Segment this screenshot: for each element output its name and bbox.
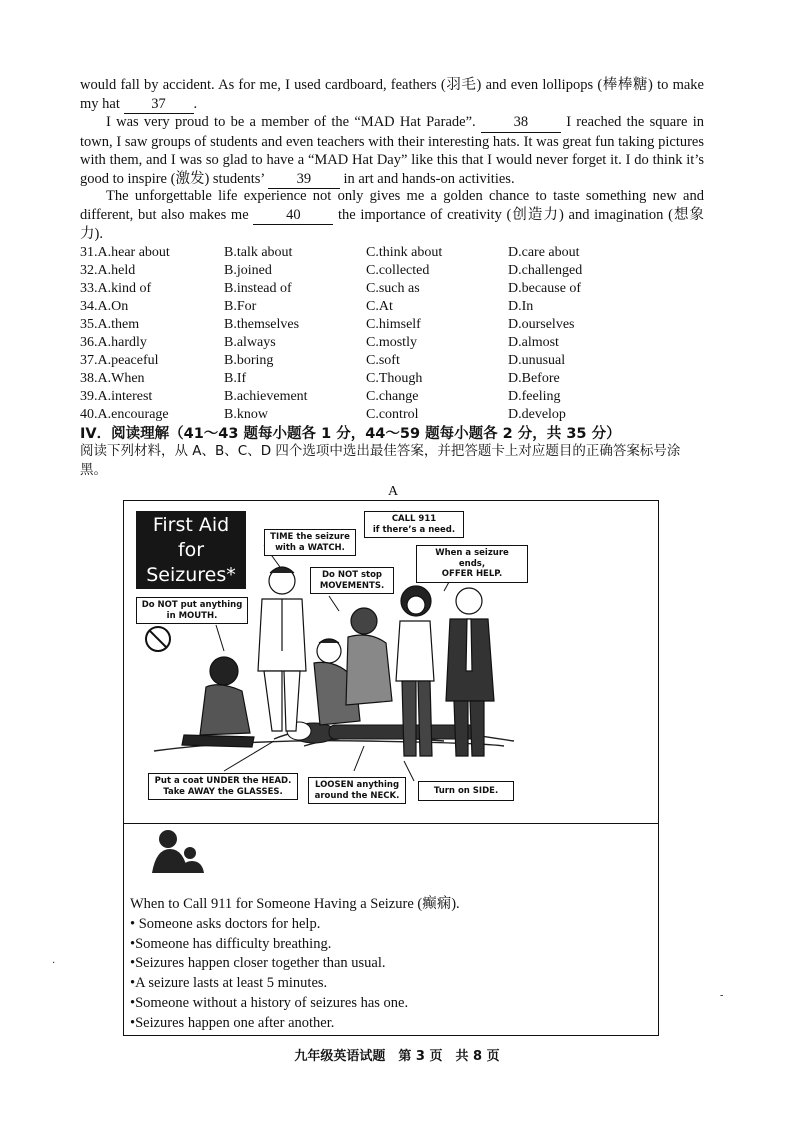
section-title: IV．阅读理解（41～43 题每小题各 1 分，44～59 题每小题各 2 分，共 35 分） [80,426,621,442]
scan-speck: - [720,990,724,1001]
option-d: D.care about [508,245,580,260]
option-d: D.because of [508,281,582,296]
option-c: C.think about [366,245,443,260]
callout-line: OFFER HELP. [441,569,503,579]
option-d: D.challenged [508,263,583,278]
option-row-31 [80,244,710,262]
callout-line: Take AWAY the GLASSES. [163,786,283,797]
callout-line: Put a coat UNDER the HEAD. [154,776,292,786]
option-d: D.almost [508,335,559,350]
poster-title-line: for [177,539,205,561]
option-a: 31.A.hear about [80,245,170,260]
option-d: D.ourselves [508,317,575,332]
option-c: C.mostly [366,335,417,350]
callout-line: in MOUTH. [166,610,218,621]
callout-line: if there’s a need. [372,524,456,535]
cloze-text: I was very proud to be a member of the “MAD Hat Parade”. [106,114,476,130]
callout-line: Do NOT put anything [141,600,243,610]
poster-title [136,511,246,589]
cloze-text: The unforgettable life experience not only gives me a golden chance to taste something new and different, but also makes me [80,188,704,223]
list-item: •Someone without a history of seizures has one. [130,994,409,1011]
option-b: B.instead of [224,281,292,296]
cloze-text: the importance of creativity (创造力) and imagination (想象力). [80,206,705,243]
option-d: D.develop [508,407,566,422]
call-911-list [130,895,460,1034]
callout-line: Do NOT stop [322,570,382,580]
option-row-36 [80,334,710,352]
option-a: 36.A.hardly [80,335,147,350]
cloze-paragraph-3 [80,187,704,244]
callout-do-not-mouth [136,597,248,624]
option-a: 33.A.kind of [80,281,152,296]
callout-line: TIME the seizure [270,532,350,542]
cloze-text: would fall by accident. As for me, I used cardboard, feathers (羽毛) and even lollipops (棒棒糖) to make my hat [80,77,704,112]
callout-turn-side [418,781,514,801]
option-c: C.Though [366,371,423,386]
cloze-text: in art and hands-on activities. [343,170,515,187]
list-heading: When to Call 911 for Someone Having a Seizure (癫痫). [130,896,460,912]
option-b: B.talk about [224,245,293,260]
option-a: 34.A.On [80,299,129,314]
option-b: B.know [224,407,268,422]
blank-40: 40 [253,206,333,226]
option-d: D.Before [508,371,560,386]
options-table [80,244,710,424]
option-c: C.At [366,299,393,314]
callout-loosen-neck [308,777,406,804]
option-b: B.joined [224,263,272,278]
blank-37: 37 [124,95,194,115]
list-item: •A seizure lasts at least 5 minutes. [130,975,328,992]
option-b: B.boring [224,353,274,368]
list-item: • Someone asks doctors for help. [130,915,321,932]
option-c: C.soft [366,353,400,368]
callout-do-not-stop [310,567,394,594]
option-row-35 [80,316,710,334]
callout-line: with a WATCH. [275,542,345,553]
callout-line: CALL 911 [391,514,437,524]
callout-line: around the NECK. [314,790,400,801]
option-c: C.such as [366,281,420,296]
callout-line: LOOSEN anything [314,780,400,790]
option-a: 35.A.them [80,317,140,332]
option-row-34 [80,298,710,316]
list-item: •Someone has difficulty breathing. [130,935,332,952]
option-a: 37.A.peaceful [80,353,159,368]
option-row-39 [80,388,710,406]
callout-offer-help [416,545,528,583]
option-row-32 [80,262,710,280]
option-d: D.In [508,299,534,314]
callout-line: Turn on SIDE. [433,786,499,796]
option-row-37 [80,352,710,370]
cloze-text: . [193,95,198,112]
option-row-33 [80,280,710,298]
page-footer: 九年级英语试题 第 3 页 共 8 页 [294,1049,500,1064]
callout-line: When a seizure ends, [435,548,509,569]
poster-title-line: First Aid [152,514,230,536]
option-c: C.control [366,407,419,422]
cloze-paragraph-1 [80,76,704,114]
phone-call-icon [146,827,206,877]
callout-time-seizure [264,529,356,556]
option-row-38 [80,370,710,388]
option-a: 38.A.When [80,371,145,386]
poster-divider [124,823,658,824]
option-b: B.For [224,299,257,314]
option-a: 39.A.interest [80,389,153,404]
callout-coat-under-head [148,773,298,800]
option-a: 40.A.encourage [80,407,169,422]
callout-call-911 [364,511,464,538]
passage-label: A [388,484,399,499]
option-d: D.feeling [508,389,561,404]
blank-39: 39 [268,170,340,190]
option-b: B.If [224,371,247,386]
option-c: C.himself [366,317,421,332]
list-item: •Seizures happen closer together than usual. [130,955,386,972]
scan-speck: · [52,958,56,969]
blank-38: 38 [481,113,561,133]
option-b: B.always [224,335,276,350]
option-c: C.change [366,389,419,404]
option-b: B.themselves [224,317,300,332]
callout-line: MOVEMENTS. [319,580,385,591]
cloze-text: I reached the square in town, I saw groups of students and even teachers with their interesting hats. It was great fun taking pictures with them, and I was so glad to have a “MAD Hat Day” like this that I would never forget it. I do think it’s good to inspire (激发) students’ [80,114,705,187]
option-a: 32.A.held [80,263,136,278]
poster-title-line: Seizures* [146,564,236,586]
option-c: C.collected [366,263,430,278]
option-b: B.achievement [224,389,308,404]
cloze-paragraph-2 [80,113,704,189]
section-instruction: 阅读下列材料，从 A、B、C、D 四个选项中选出最佳答案，并把答题卡上对应题目的正确答案标号涂黑。 [80,443,681,478]
option-d: D.unusual [508,353,566,368]
list-item: •Seizures happen one after another. [130,1014,335,1031]
